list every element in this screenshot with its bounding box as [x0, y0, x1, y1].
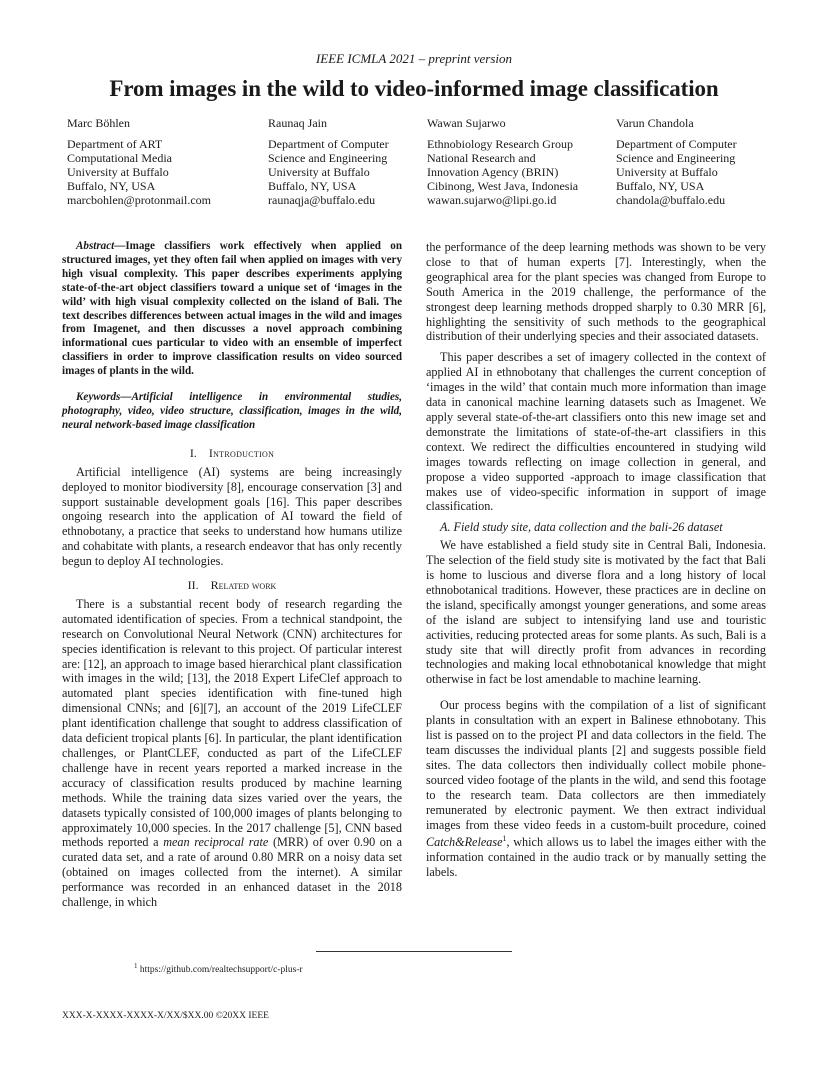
subsection-heading: A. Field study site, data collection and the bali-26 dataset — [440, 520, 723, 535]
author-name: Raunaq Jain — [268, 116, 327, 130]
paragraph: We have established a field study site in Central Bali, Indonesia. The selection of the field study site is motivated by the fact that Bali is home to luscious and diverse flora and a long history of local ethnobotanical traditions. However, these practices are in decline on the island, specifically amongst younger generations, and some areas of the island are subject to intensifying land use and touristic activities, reducing protected areas for some plants. As such, Bali is a study site that will directly profit from advances in recording technologies and making local ethnobotanical knowledge that might otherwise in fact be lost amendable to machine learning. — [426, 538, 766, 687]
author-name: Marc Böhlen — [67, 116, 130, 130]
footnote-link[interactable]: https://github.com/realtechsupport/c-plus-r — [139, 965, 303, 976]
author-name: Wawan Sujarwo — [427, 116, 506, 130]
right-column — [426, 240, 766, 880]
paragraph — [62, 597, 402, 910]
author-email: raunaqja@buffalo.edu — [268, 193, 376, 207]
paragraph — [426, 698, 766, 880]
author-name: Varun Chandola — [616, 116, 694, 130]
paragraph: Artificial intelligence (AI) systems are being increasingly deployed to monitor biodiversity [8], encourage conservation [3] and support sustainable development goals [16]. This paper describes ongoing research into the application of AI toward the field of ethnobotany, a practice that seeks to understand how humans utilize and cohabitate with plants, a research endeavor that has only recently begun to deploy AI technologies. — [62, 464, 402, 569]
paragraph: This paper describes a set of imagery collected in the context of applied AI in ethnobotany that challenges the current conception of ‘images in the wild’ that contain much more information than image data in canonical machine learning datasets such as Imagenet. We apply several state-of-the-art classifiers onto this new image set and demonstrate the limitations of state-of-the-art classifiers in this context. We redirect the difficulties encountered in studying wild images towards reflecting on image collection in general, and propose a video supported -approach to image classification that makes use of video-specific information in support of image classification. — [426, 350, 766, 514]
affiliation-line: National Research and — [427, 151, 536, 165]
section-number: I. — [189, 445, 197, 460]
italic-term: Catch&Release — [426, 835, 503, 850]
footnote-marker: 1 — [134, 962, 138, 970]
section-number: II. — [187, 578, 199, 593]
affiliation-line: University at Buffalo — [268, 165, 370, 179]
footnote-rule — [316, 951, 512, 952]
section-title: Introduction — [208, 445, 275, 460]
left-column — [62, 240, 402, 910]
affiliation-line: Innovation Agency (BRIN) — [427, 165, 559, 179]
author-block — [616, 116, 737, 207]
venue-line: IEEE ICMLA 2021 – preprint version — [315, 51, 513, 66]
paper-title: From images in the wild to video-informed image classification — [109, 76, 719, 101]
text-run: There is a substantial recent body of research regarding the automated identification of species. From a technical standpoint, the research on Convolutional Neural Network (CNN) architectures for species identification is relevant to this project. Of particular interest are: [12], an approach to image based hierarchical plant classification with images in the wild; [13], the 2018 Expert LifeClef approach to automated plant species identification with fine-tuned high dimensional CNNs; and [6][7], an account of the 2019 LifeCLEF plant identification challenge that sought to address classification of data deficient tropical plants [6]. In particular, the plant identification challenges, or PlantCLEF, conducted as part of the LifeCLEF challenge have in recent years reported a marked increase in the accuracy of classification results produced by machine learning methods. While the training data sizes varied over the years, the datasets typically consisted of 100,000 images of plants belonging to approximately 10,000 species. In the 2017 challenge [5], CNN based methods reported a — [62, 596, 402, 850]
affiliation-line: University at Buffalo — [616, 165, 718, 179]
footnote — [134, 962, 303, 975]
author-block — [268, 116, 389, 207]
affiliation-line: Department of ART — [67, 137, 163, 151]
keywords: Keywords—Artificial intelligence in environmental studies, photography, video, video structure, classification, images in the wild, neural network-based image classification — [62, 391, 402, 431]
author-email: chandola@buffalo.edu — [616, 193, 726, 207]
abstract-lead: Abstract — [76, 240, 115, 252]
affiliation-line: Science and Engineering — [616, 151, 736, 165]
section-heading-introduction — [62, 446, 402, 461]
section-title: Related work — [210, 578, 277, 593]
author-block — [67, 116, 211, 207]
italic-term: mean reciprocal rate — [163, 835, 269, 850]
affiliation-line: Cibinong, West Java, Indonesia — [427, 179, 579, 193]
author-block — [427, 116, 578, 207]
paragraph: the performance of the deep learning methods was shown to be very close to that of human experts [7]. Interestingly, when the geographical area for the plant species was changed from Europe to South America in the 2019 challenge, the performance of the strongest deep learning methods dropped sharply to 0.30 MRR [6], highlighting the sensitivity of such methods to the geographical distribution of their underlying species and their associated datasets. — [426, 240, 766, 344]
affiliation-line: Buffalo, NY, USA — [616, 179, 705, 193]
text-run: Our process begins with the compilation of a list of significant plants in consultation with an expert in Balinese ethnobotany. This list is passed on to the project PI and data collectors in the field. The team discusses the individual plants [2] and suggests possible field sites. The data collectors then individually collect mobile phone-sourced video footage of the plants in the wild, and send this footage to the research team. Data collectors are then immediately remunerated by electronic payment. We then extract individual images from these video feeds in a custom-built procedure, coined — [426, 698, 766, 832]
affiliation-line: University at Buffalo — [67, 165, 169, 179]
text-run: , which allows us to label the images either with the information contained in the audio track or by manually setting the labels. — [426, 835, 766, 880]
author-email: marcbohlen@protonmail.com — [67, 193, 212, 207]
affiliation-line: Computational Media — [67, 151, 172, 165]
abstract — [62, 240, 402, 379]
affiliation-line: Department of Computer — [268, 137, 389, 151]
section-heading-related-work — [62, 578, 402, 593]
affiliation-line: Buffalo, NY, USA — [268, 179, 357, 193]
affiliation-line: Ethnobiology Research Group — [427, 137, 573, 151]
copyright-line: XXX-X-XXXX-XXXX-X/XX/$XX.00 ©20XX IEEE — [62, 1011, 269, 1021]
affiliation-line: Department of Computer — [616, 137, 737, 151]
affiliation-line: Buffalo, NY, USA — [67, 179, 156, 193]
text-run: (MRR) of over 0.90 on a curated data set, and a rate of around 0.80 MRR on a noisy data set (obtained on images collected from the internet). A similar performance was recorded in an enhanced dataset in the 2018 challenge, in which — [62, 835, 402, 910]
footnote-marker: 1 — [502, 834, 507, 844]
abstract-text: —Image classifiers work effectively when applied on structured images, yet they often fail when applied on images with very high visual complexity. This paper describes experiments applying state-of-the-art object classifiers toward a unique set of ‘images in the wild’ with high visual complexity collected on the island of Bali. The text describes differences between actual images in the wild and images from Imagenet, and then discusses a novel approach combining informational cues particular to video with an ensemble of imperfect classifiers in order to improve classification results on video sourced images of plants in the wild. — [62, 240, 402, 378]
affiliation-line: Science and Engineering — [268, 151, 388, 165]
author-email: wawan.sujarwo@lipi.go.id — [427, 193, 557, 207]
